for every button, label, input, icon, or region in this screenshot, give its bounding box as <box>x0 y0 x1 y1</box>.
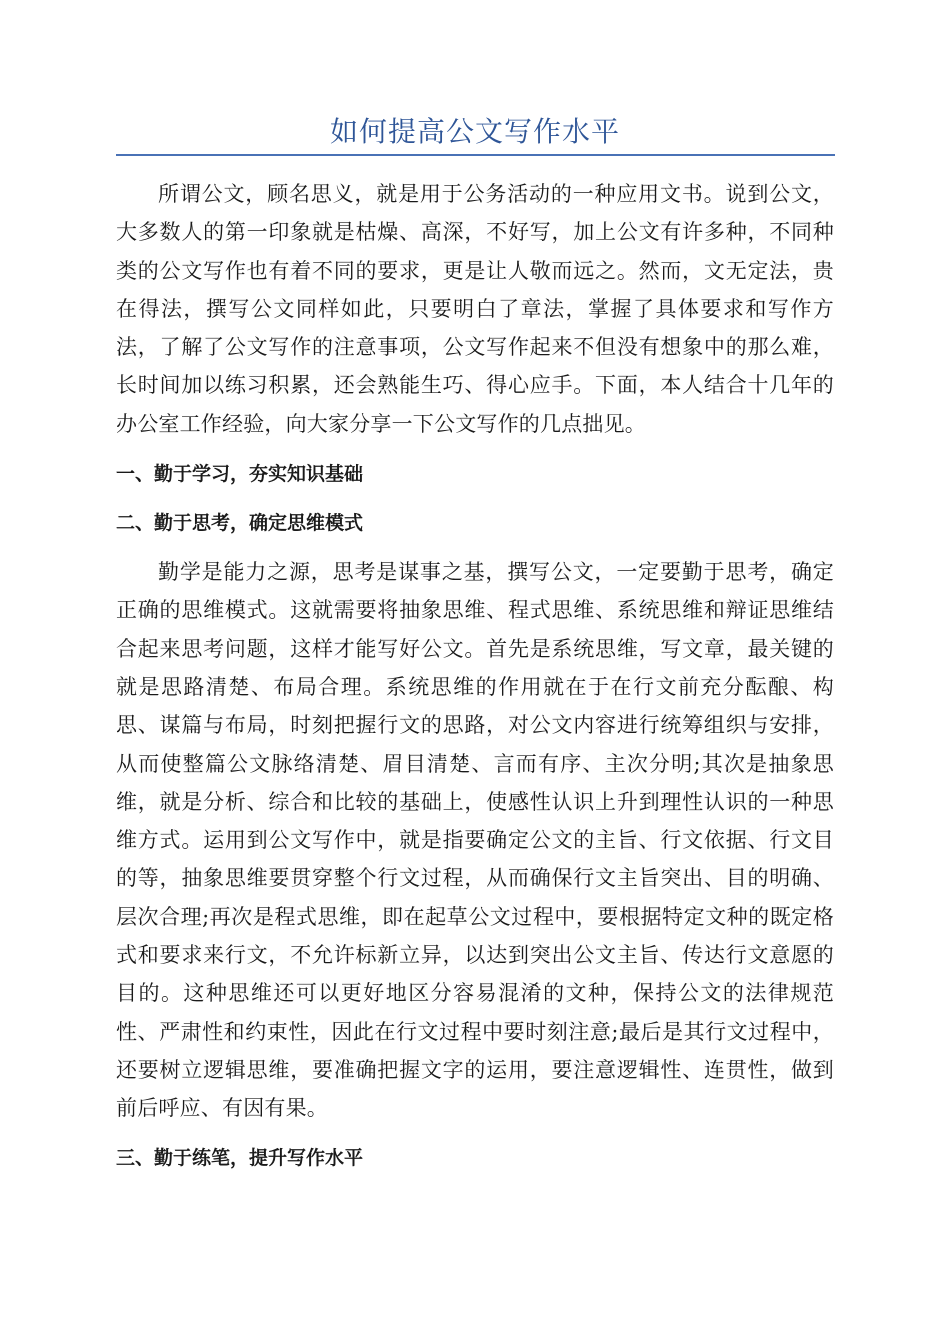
section-heading-2: 二、勤于思考，确定思维模式 <box>116 512 364 535</box>
section-heading-3: 三、勤于练笔，提升写作水平 <box>116 1146 364 1169</box>
spacer <box>116 493 834 504</box>
section-2-paragraph: 勤学是能力之源，思考是谋事之基，撰写公文，一定要勤于思考，确定正确的思维模式。这就需要将抽象思维、程式思维、系统思维和辩证思维结合起来思考问题，这样才能写好公文。首先是系统思维，写文章，最关键的就是思路清楚、布局合理。系统思维的作用就在于在行文前充分酝酿、构思、谋篇与布局，时刻把握行文的思路，对公文内容进行统筹组织与安排，从而使整篇公文脉络清楚、眉目清楚、言而有序、主次分明;其次是抽象思维，就是分析、综合和比较的基础上，使感性认识上升到理性认识的一种思维方式。运用到公文写作中，就是指要确定公文的主旨、行文依据、行文目的等，抽象思维要贯穿整个行文过程，从而确保行文主旨突出、目的明确、层次合理;再次是程式思维，即在起草公文过程中，要根据特定文种的既定格式和要求来行文，不允许标新立异，以达到突出公文主旨、传达行文意愿的目的。这种思维还可以更好地区分容易混淆的文种，保持公文的法律规范性、严肃性和约束性，因此在行文过程中要时刻注意;最后是其行文过程中，还要树立逻辑思维，要准确把握文字的运用，要注意逻辑性、连贯性，做到前后呼应、有因有果。 <box>116 560 834 1121</box>
section-heading-1: 一、勤于学习，夯实知识基础 <box>116 463 364 486</box>
document-body <box>116 175 834 1177</box>
spacer <box>116 542 834 553</box>
spacer <box>116 1128 834 1139</box>
intro-paragraph: 所谓公文，顾名思义，就是用于公务活动的一种应用文书。说到公文，大多数人的第一印象就是枯燥、高深，不好写，加上公文有许多种，不同种类的公文写作也有着不同的要求，更是让人敬而远之。然而，文无定法，贵在得法，撰写公文同样如此，只要明白了章法，掌握了具体要求和写作方法，了解了公文写作的注意事项，公文写作起来不但没有想象中的那么难，长时间加以练习积累，还会熟能生巧、得心应手。下面，本人结合十几年的办公室工作经验，向大家分享一下公文写作的几点拙见。 <box>116 182 834 436</box>
document-title: 如何提高公文写作水平 <box>329 115 620 148</box>
title-underline <box>116 154 835 156</box>
spacer <box>116 443 834 455</box>
